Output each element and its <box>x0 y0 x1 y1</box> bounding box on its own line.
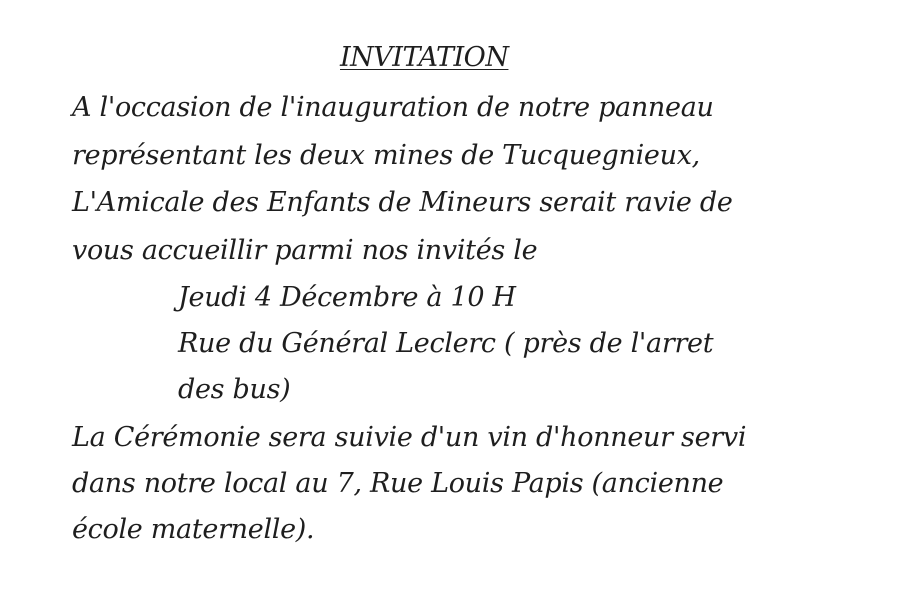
intro-line-4: vous accueillir parmi nos invités le <box>72 235 538 266</box>
event-address-line-1: Rue du Général Leclerc ( près de l'arret <box>178 328 714 359</box>
event-date: Jeudi 4 Décembre à 10 H <box>178 282 516 313</box>
intro-line-2: représentant les deux mines de Tucquegnieux, <box>72 140 700 171</box>
reception-line-1: La Cérémonie sera suivie d'un vin d'honneur servi <box>72 422 747 453</box>
intro-line-3: L'Amicale des Enfants de Mineurs serait ravie de <box>72 187 733 218</box>
event-address-line-2: des bus) <box>178 374 291 405</box>
invitation-title: INVITATION <box>340 42 509 73</box>
intro-line-1: A l'occasion de l'inauguration de notre panneau <box>72 92 714 123</box>
reception-line-2: dans notre local au 7, Rue Louis Papis (ancienne <box>72 468 724 499</box>
reception-line-3: école maternelle). <box>72 514 315 545</box>
